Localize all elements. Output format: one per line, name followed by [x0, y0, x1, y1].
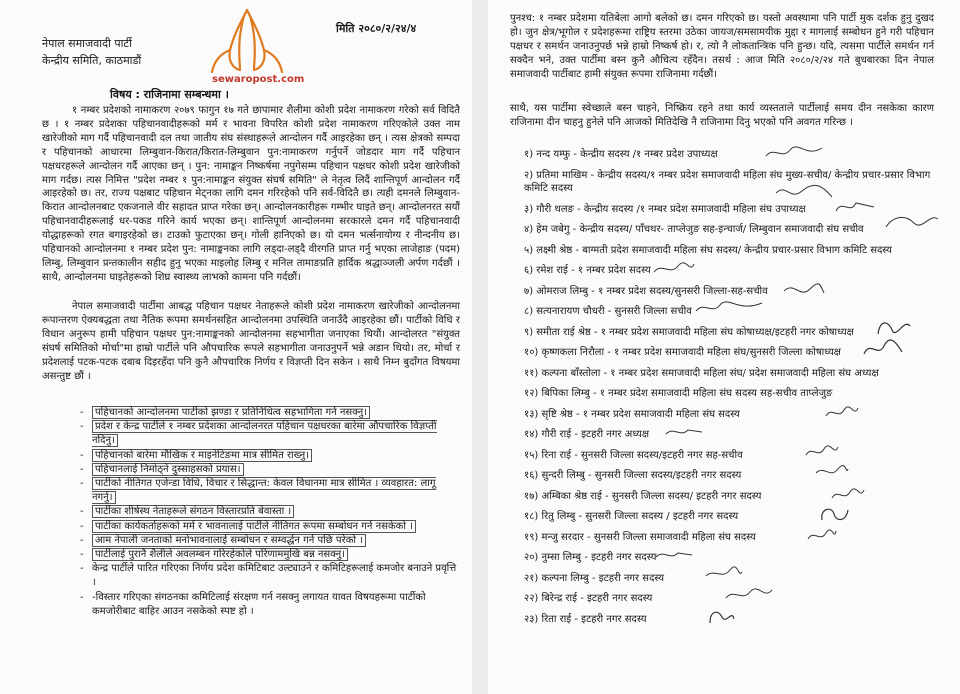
signatory-list — [524, 148, 942, 633]
signatory-row: १३) सृष्टि श्रेष्ठ - १ नम्बर प्रदेश समाजवादी महिला संघ सदस्य — [524, 408, 942, 429]
letter-date: मिति २०८०/२/२४/४ — [336, 22, 417, 35]
signature-icon — [816, 504, 852, 524]
letter-subject: विषय : राजिनामा सम्बन्धमा । — [110, 88, 229, 101]
list-item: - प्रदेश र केन्द्र पार्टीले १ नम्बर प्रदेशका आन्दोलनरत पहिचान पक्षधरका बारेमा औपचारिक विज्ञप्ती नदिनु। — [80, 420, 460, 448]
signatory-row: ८) सत्यनारायण चौधरी - सुनसरी जिल्ला सचीव — [524, 305, 942, 326]
party-logo — [206, 4, 305, 90]
signature-icon — [694, 299, 764, 317]
signatory-row: १७) अम्बिका श्रेष्ठ राई - सुनसरी जिल्ला सदस्य/ इटहरी नगर सदस्य — [524, 490, 942, 511]
signatory-row: १६) सुन्दरी लिम्बु - सुनसरी जिल्ला सदस्य/इटहरी नगर सदस्य — [524, 469, 942, 490]
signature-icon — [830, 486, 866, 504]
list-item: - पार्टीलाई पुरानै शैलीले अवलम्बन गरिरहेकोले परिणाममुखि बन्न नसक्नु। — [80, 548, 460, 562]
signatory-row: १५) रिना राई - सुनसरी जिल्ला सदस्य/इटहरी नगर सह-सचीव — [524, 449, 942, 470]
signatory-row: १४) गौरी राई - इटहरी नगर अध्यक्ष — [524, 428, 942, 449]
list-item: - पहिचानको आन्दोलनमा पार्टीको झण्डा र प्रतिनिधित्व सहभागिता गर्न नसक्नु। — [80, 406, 460, 420]
folded-hands-icon — [206, 4, 288, 76]
signatory-row: २३) रिता राई - इटहरी नगर सदस्य — [524, 613, 942, 634]
org-name: नेपाल समाजवादी पार्टी — [42, 37, 132, 50]
signature-icon — [860, 338, 904, 360]
list-item: - पहिचानको बारेमा मौखिक र माइनेटिङमा मात्र सीमित राख्नु। — [80, 449, 460, 463]
signatory-row: १९) मन्जु सरदार - सुनसरी जिल्ला समाजवादी महिला संघ सदस्य — [524, 531, 942, 552]
closing-para: साथै, यस पार्टीमा स्वेच्छाले बस्न चाहने, निष्क्रिय रहने तथा कार्य व्यस्तताले पार्टीलाई समय दीन नसकेका कारण राजिनामा दीन चाहनु हुनेले पनि आजको मितिदेखि नै राजिनामा दिनु भएको पनि अवगत गरिन्छ । — [510, 103, 934, 128]
signature-icon — [834, 197, 878, 217]
postscript-para: पुनश्च: १ नम्बर प्रदेशमा यतिबेला आगो बलेको छ। दमन गरिएको छ। यस्तो अवस्थामा पनि पार्टी मुक दर्शक हुनु दुखद हो। जुन क्षेत्र/भूगोल र प्रदेशहरूमा राष्ट्रिय स्तरमा उठेका जायज/समसामयीक मुद्दा र मागलाई सम्बोधन हुने गरी पहिचान पक्षधर र समर्थन जनाउनुपर्छ भन्ने हाम्रो निष्कर्ष हो। र, त्यो नै लोकतान्त्रिक पनि हुन्छ। यदि, त्यसमा पार्टीले समर्थन गर्न सक्दैन भने, उक्त पार्टीमा बस्न कुनै औचित्य रहँदैन। तसर्थ : आज मिति २०८०/२/२४ गते बुधबारका दिन नेपाल समाजवादी पार्टीबाट हामी संयुक्त रूपमा राजिनामा गर्दछौं। — [510, 13, 934, 80]
signature-icon — [874, 316, 914, 338]
signature-icon — [774, 183, 834, 201]
org-committee: केन्द्रीय समिति, काठमाडौं — [42, 54, 142, 67]
signature-icon — [806, 527, 838, 545]
list-item: - पार्टीका कार्यकर्ताहरूको मर्म र भावनालाई पार्टीले नीतिगत रूपमा सम्बोधन गर्न नसकेको । — [80, 520, 460, 534]
signature-icon — [814, 463, 850, 481]
signature-icon — [824, 404, 860, 422]
logo-text: sewaropost.com — [212, 74, 305, 85]
signatory-row: २१) कल्पना लिम्बु - इटहरी नगर सदस्य — [524, 572, 942, 593]
signatory-row: १८) रितु लिम्बु - सुनसरी जिल्ला सदस्य / इटहरी नगर सदस्य — [524, 510, 942, 531]
signatory-row: ७) ओमराज लिम्बु - १ नम्बर प्रदेश सदस्य/सुनसरी जिल्ला-सह-सचीव — [524, 285, 942, 306]
list-item: - -विस्तार गरिएका संगठनका कमिटिलाई संरक्षण गर्न नसक्नु लगायत यावत विषयहरूमा पार्टीको कमजोरीबाट बाहिर आउन नसकेको स्पष्ट हो । — [80, 591, 460, 619]
signature-icon — [654, 547, 694, 563]
signature-icon — [704, 566, 744, 582]
letter-page-left — [0, 0, 472, 694]
signatory-row: १२) बिपिका लिम्बु - १ नम्बर प्रदेश समाजवादी महिला संघ सदस्य सह-सचीव ताप्लेजुङ — [524, 388, 833, 399]
signature-icon — [764, 144, 824, 162]
signatory-row: ३) गौरी थलङ - केन्द्रीय सदस्य /१ नम्बर प्रदेश समाजवादी महिला संघ उपाध्यक्ष — [524, 203, 942, 224]
grievance-list — [80, 406, 460, 619]
page-gutter — [472, 0, 488, 694]
signature-icon — [652, 260, 696, 278]
signatory-row: १०) कृष्णकला निरौला - १ नम्बर प्रदेश समाजवादी महिला संघ/सुनसरी जिल्ला कोषाध्यक्ष — [524, 346, 942, 367]
signatory-row: ५) लक्ष्मी श्रेष्ठ - बाग्मती प्रदेश समाजवादी महिला संघ सदस्य/ केन्द्रीय प्रचार-प्रसार विभाग कमिटि सदस्य — [524, 244, 892, 256]
signatory-row: २०) नुम्सा लिम्बु - इटहरी नगर सदस्य — [524, 551, 942, 572]
list-item: - पहिचानलाई निमोठ्ने दुस्साहसको प्रयास। — [80, 463, 460, 477]
signatory-row: ९) समीता राई श्रेष्ठ - १ नम्बर प्रदेश समाजवादी महिला संघ कोषाध्यक्ष/इटहरी नगर कोषाध्यक्ष — [524, 326, 942, 347]
signature-icon — [804, 443, 840, 461]
signature-icon — [724, 586, 774, 604]
signatory-row: २२) बिरेन्द्र राई - इटहरी नगर सदस्य — [524, 592, 942, 613]
letter-para-2: नेपाल समाजवादी पार्टीमा आबद्ध पहिचान पक्षधर नेताहरूले कोशी प्रदेश नामाकरण खारेजीको आन्दोलनमा रूपान्तरण ऐक्यबद्धता तथा नैतिक रूपमा समर्थनसहित आन्दोलनमा उपस्थिति जनाउँदै आइरहेका छौं। पार्टीको विधि र विधान अनुरूप हामी पहिचान पक्षधर पुन:नामाङ्कनको आन्दोलनमा सहभागीता जनाएका थियौं। आन्दोलरत "संयुक्त संघर्ष समितिको मोर्चा"मा हाम्रो पार्टीले पनि औपचारिक रूपले सहभागीता जनाउनुपर्ने भन्ने अडान थियो। तर, मोर्चा र प्रदेशलाई पटक-पटक दबाब दिइरहँदा पनि कुनै औपचारिक निर्णय र विज्ञप्ती दिन सकेन । साथै निम्न बुदाँगत विषयमा असन्तुष्ट छौं । — [42, 301, 460, 382]
signatory-row: ४) हेम जबेगु - केन्द्रीय सदस्य/ पाँचथर- ताप्लेजुङ सह-इन्चार्ज/ लिम्बुवान समाजवादी संघ सचीव — [524, 223, 942, 244]
signatory-row: १) नन्द यम्फु - केन्द्रीय सदस्य /१ नम्बर प्रदेश उपाध्यक्ष — [524, 148, 942, 169]
signatory-row: ११) कल्पना बाँस्तोला - १ नम्बर प्रदेश समाजवादी महिला संघ/ प्रदेश समाजवादी महिला संघ अध्यक्ष — [524, 367, 879, 379]
letter-para-1: १ नम्बर प्रदेशको नामाकरण २०७९ फागुन १७ गते छापामार शैलीमा कोशी प्रदेश नामाकरण गरेको सर्व विदितै छ । १ नम्बर प्रदेशका पहिचानवादीहरूको मर्म र भावना विपरित कोशी प्रदेश नामाकरण गरिएकोले उक्त नाम खारेजीको माग गर्दै पहिचानवादी दल तथा जातीय संघ संस्थाहरूले आन्दोलन गर्दै आइरहेका छन् । त्यस क्षेत्रको सम्पदा र पहिचानको आधारमा लिम्बुवान-किरात/किरात-लिम्बुवान पुन:नामाकरण गर्नुपर्ने जोडदार माग गर्दै पहिचान पक्षधरहरूले आन्दोलन गर्दै आएका छन् । पुन: नामाङ्कन निष्कर्षमा नपुगेसम्म पहिचान पक्षधर कोशी प्रदेश खारेजीको माग गर्दछ। त्यस निमित्त "प्रदेश नम्बर १ पुन:नामाङ्कन संयुक्त संघर्ष समिति" ले नेतृत्व लिदैं शान्तिपूर्ण आन्दोलन गर्दै आइरहेको छ। तर, राज्य पक्षबाट पहिचान मेट्नका लागि दमन गरिरहेको पनि सर्व-विदितै छ। त्यही दमनले लिम्बुवान-किरात आन्दोलनबाट एकजनाले वीर सहादत प्राप्त गरेका छन्। आन्दोलनकारीहरू गम्भीर घाइते छन्। आन्दोलनरत सयौं पहिचानवादीहरूलाई धर-पकड गरिने कार्य भएका छन्। शान्तिपूर्ण आन्दोलनमा सरकारले दमन गर्दै पहिचानवादी योद्धाहरूको रगत बगाइरहेको छ। टाउको फुटाएका छन्। गोली हानिएको छ। यो दमन भर्त्सनायोग्य र नीन्दनीय छ। पहिचानको आन्दोलनमा १ नम्बर प्रदेश पुन: नामाङ्कनका लागि लड्दा-लड्दै वीरगति प्राप्त गर्नु भएका लाजेहाङ (पदम) लिम्बु, लिम्बुवान प्रन्तकालीन सहीद हुनु भएका माइलोह लिम्बु र मनिल तामाङप्रति हार्दिक श्रद्धाञ्जली अर्पण गर्दछौं । साथै, आन्दोलनमा घाइतेहरूको शिघ्र स्वास्थ्य लाभको कामना पनि गर्दछौं। — [42, 105, 460, 283]
list-item: - पार्टीका शीर्षस्थ नेताहरूले संगठन विस्तारप्रति बेवास्ता । — [80, 505, 460, 519]
signature-icon — [884, 211, 940, 231]
list-item: - केन्द्र पार्टीले पारित गरिएका निर्णय प्रदेश कमिटिबाट उल्ट्याउने र कमिटिहरूलाई कमजोर बनाउने प्रवृत्ति । — [80, 562, 460, 590]
signature-icon — [782, 281, 826, 299]
signature-icon — [664, 424, 704, 440]
signatory-row: २) प्रतिमा माखिम - केन्द्रीय सदस्य/१ नम्बर प्रदेश समाजवादी महिला संघ मुख्य-सचीव/ केन्द्रीय प्रचार-प्रसार विभाग कमिटि सदस्य — [524, 169, 942, 203]
letter-page-right — [488, 0, 960, 694]
list-item: - आम नेपाली जनताको मनोभावनालाई सम्बोधन र सम्वर्द्धन गर्न पछि परेको । — [80, 534, 460, 548]
signature-icon — [706, 605, 738, 627]
signatory-row: ६) रमेश राई - १ नम्बर प्रदेश सदस्य — [524, 264, 942, 285]
list-item: - पार्टीको नीतिगत एजेन्डा विधि, विचार र सिद्धान्त: केवल विधानमा मात्र सीमित । व्यवहारत: लागू नगर्नु। — [80, 477, 460, 505]
